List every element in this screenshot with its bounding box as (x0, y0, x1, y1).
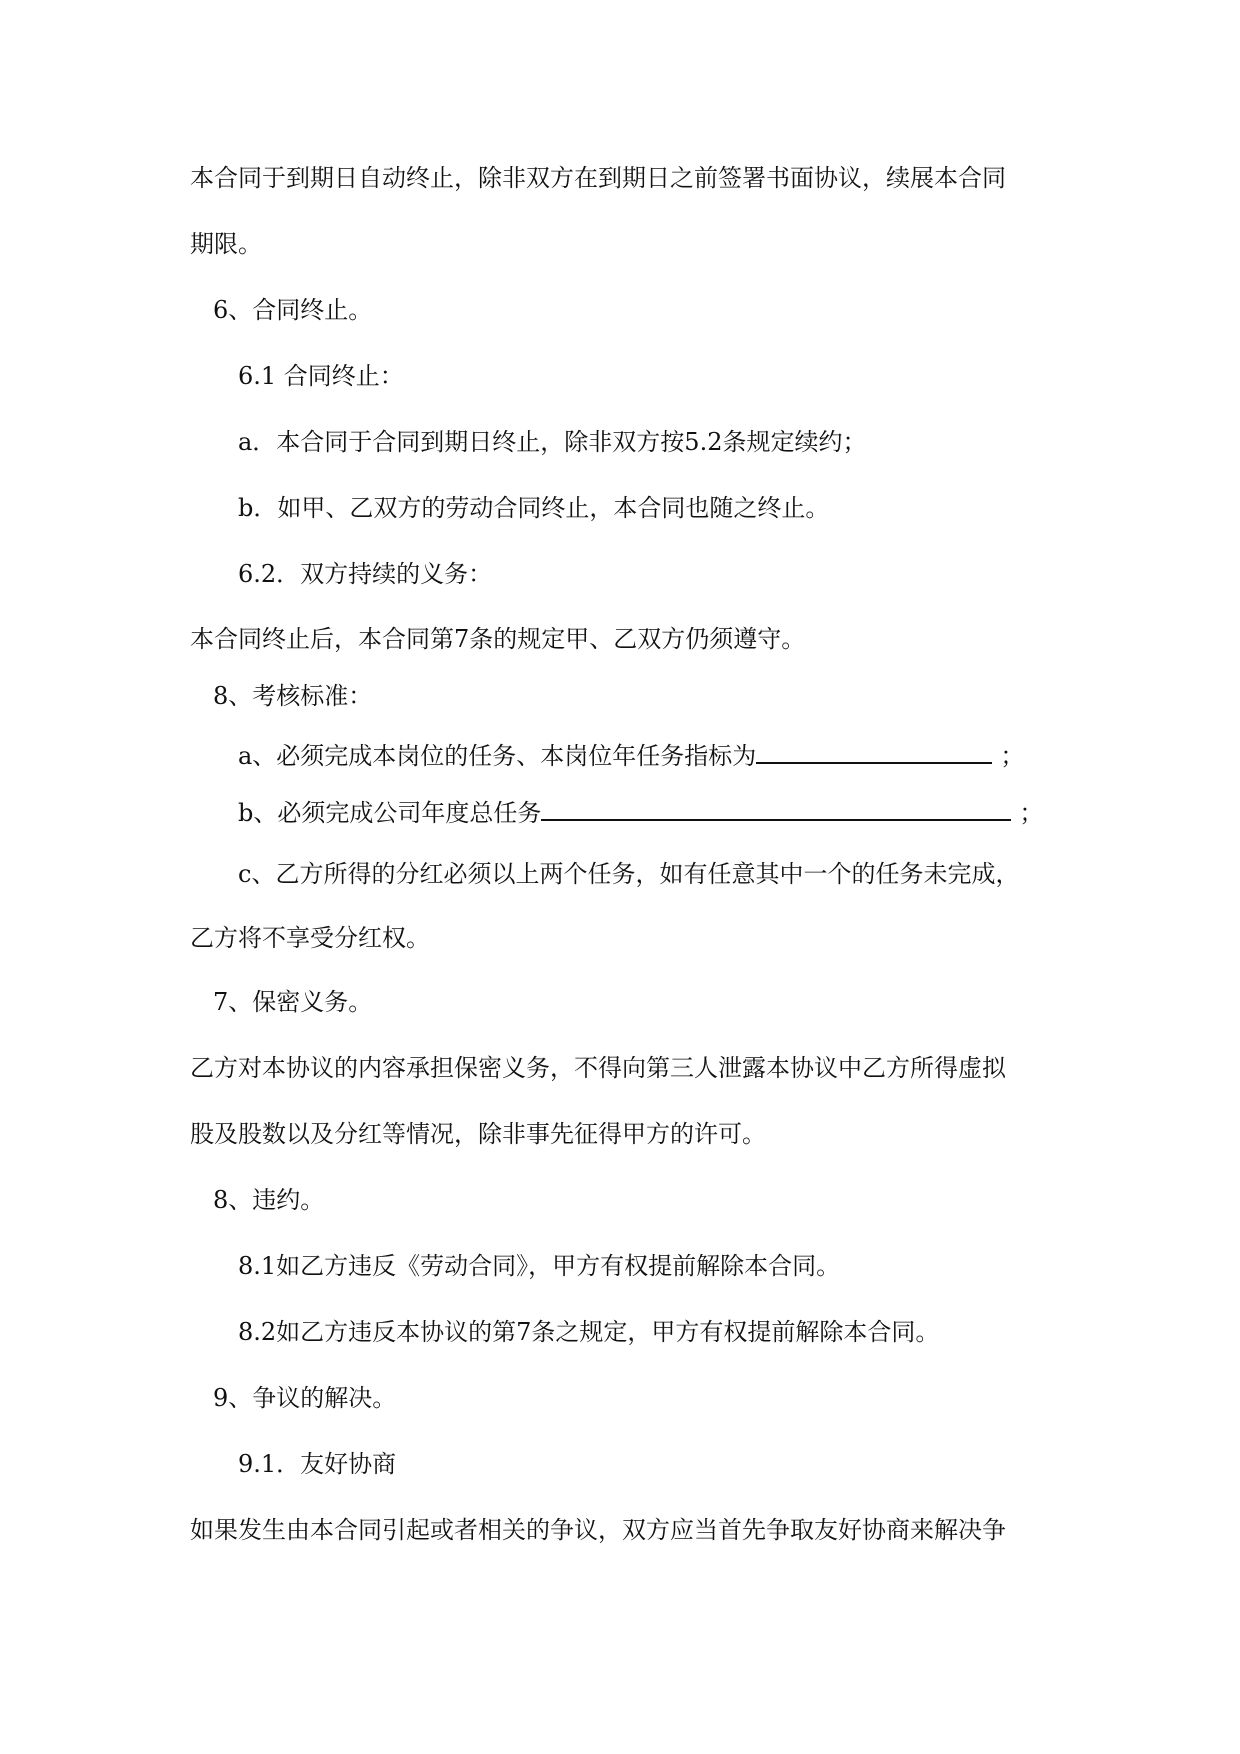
subsection-heading-6-1: 6.1 合同终止： (238, 362, 404, 390)
paragraph-line: 本合同终止后，本合同第7条的规定甲、乙双方仍须遵守。 (190, 625, 806, 653)
assessment-item-b-text: b、必须完成公司年度总任务 (238, 799, 542, 827)
subsection-heading-6-2: 6.2．双方持续的义务： (238, 560, 493, 588)
fill-in-blank[interactable] (756, 738, 992, 764)
paragraph-line: 乙方将不享受分红权。 (190, 924, 430, 952)
paragraph-line: 期限。 (190, 230, 262, 258)
semicolon: ； (1000, 742, 1025, 770)
fill-in-blank[interactable] (541, 795, 1011, 821)
paragraph-line: 本合同于到期日自动终止，除非双方在到期日之前签署书面协议，续展本合同 (190, 164, 1006, 192)
assessment-item-a (238, 738, 1108, 772)
section-heading-6: 6、合同终止。 (213, 296, 373, 324)
paragraph-line: 乙方对本协议的内容承担保密义务，不得向第三人泄露本协议中乙方所得虚拟 (190, 1054, 1006, 1082)
semicolon: ； (1019, 799, 1044, 827)
subsection-heading-9-1: 9.1．友好协商 (238, 1450, 397, 1478)
section-heading-8-breach: 8、违约。 (213, 1186, 325, 1214)
assessment-item-b (238, 795, 1108, 829)
paragraph-line: 如果发生由本合同引起或者相关的争议，双方应当首先争取友好协商来解决争 (190, 1516, 1006, 1544)
section-heading-8-assessment: 8、考核标准： (213, 682, 373, 710)
assessment-item-c: c、乙方所得的分红必须以上两个任务，如有任意其中一个的任务未完成， (238, 860, 1020, 888)
assessment-item-a-text: a、必须完成本岗位的任务、本岗位年任务指标为 (238, 742, 757, 770)
paragraph-line: 股及股数以及分红等情况，除非事先征得甲方的许可。 (190, 1120, 766, 1148)
section-heading-9: 9、争议的解决。 (213, 1384, 397, 1412)
section-heading-7: 7、保密义务。 (213, 988, 373, 1016)
list-item-b: b．如甲、乙双方的劳动合同终止，本合同也随之终止。 (238, 494, 830, 522)
clause-8-1: 8.1如乙方违反《劳动合同》，甲方有权提前解除本合同。 (238, 1252, 841, 1280)
clause-8-2: 8.2如乙方违反本协议的第7条之规定，甲方有权提前解除本合同。 (238, 1318, 940, 1346)
list-item-a: a．本合同于合同到期日终止，除非双方按5.2条规定续约； (238, 428, 867, 456)
